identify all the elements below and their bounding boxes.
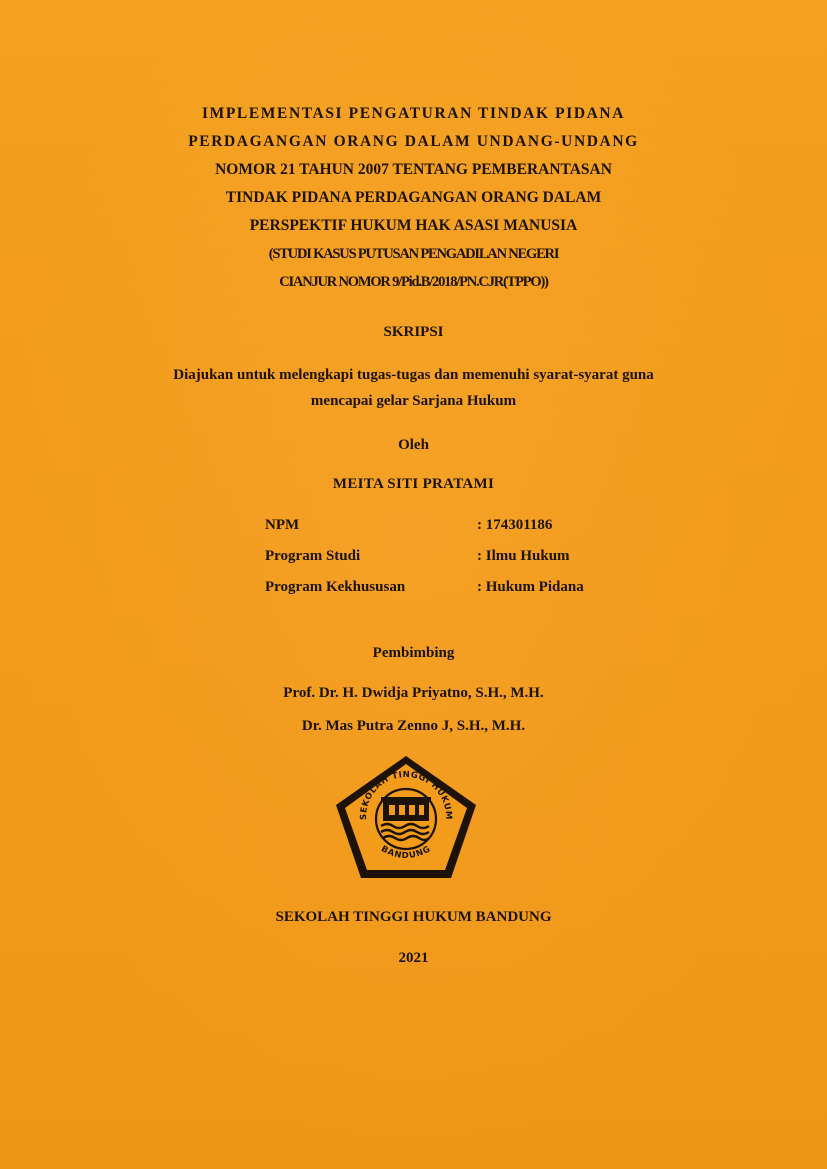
institution-name: SEKOLAH TINGGI HUKUM BANDUNG: [275, 909, 552, 925]
title-line-3: NOMOR 21 TAHUN 2007 TENTANG PEMBERANTASAN: [215, 161, 612, 178]
info-row-program-kekhususan: [265, 579, 625, 610]
npm-value: : 174301186: [477, 517, 553, 533]
advisor-2: Dr. Mas Putra Zenno J, S.H., M.H.: [301, 718, 526, 734]
title-line-7: CIANJUR NOMOR 9/Pid.B/2018/PN.CJR(TPPO)): [279, 274, 548, 290]
program-studi-label: Program Studi: [265, 548, 361, 564]
title-line-4: TINDAK PIDANA PERDAGANGAN ORANG DALAM: [225, 189, 602, 206]
description-line-1: Diajukan untuk melengkapi tugas-tugas dan memenuhi syarat-syarat guna: [173, 367, 654, 383]
program-kekhususan-value: : Hukum Pidana: [477, 579, 584, 595]
document-type: SKRIPSI: [383, 324, 444, 340]
program-kekhususan-label: Program Kekhususan: [265, 579, 406, 595]
advisor-1: Prof. Dr. H. Dwidja Priyatno, S.H., M.H.: [283, 685, 544, 701]
title-line-2: PERDAGANGAN ORANG DALAM UNDANG-UNDANG: [188, 133, 639, 150]
pembimbing-label: Pembimbing: [372, 645, 455, 661]
title-line-5: PERSPEKTIF HUKUM HAK ASASI MANUSIA: [249, 217, 578, 234]
institution-logo: [333, 753, 479, 881]
npm-label: NPM: [265, 517, 300, 533]
info-row-program-studi: [265, 548, 625, 579]
logo-text-top: SEKOLAH TINGGI HUKUM: [358, 769, 454, 821]
author-name: MEITA SITI PRATAMI: [332, 476, 495, 492]
logo-text-bottom: BANDUNG: [379, 844, 433, 862]
title-line-6: (STUDI KASUS PUTUSAN PENGADILAN NEGERI: [268, 246, 559, 262]
title-line-1: IMPLEMENTASI PENGATURAN TINDAK PIDANA: [201, 105, 626, 122]
thesis-title: [100, 100, 727, 296]
year: 2021: [398, 950, 429, 966]
program-studi-value: : Ilmu Hukum: [477, 548, 570, 564]
student-info: [265, 517, 625, 610]
description-line-2: mencapai gelar Sarjana Hukum: [310, 393, 517, 409]
oleh-label: Oleh: [398, 437, 429, 453]
info-row-npm: [265, 517, 625, 548]
